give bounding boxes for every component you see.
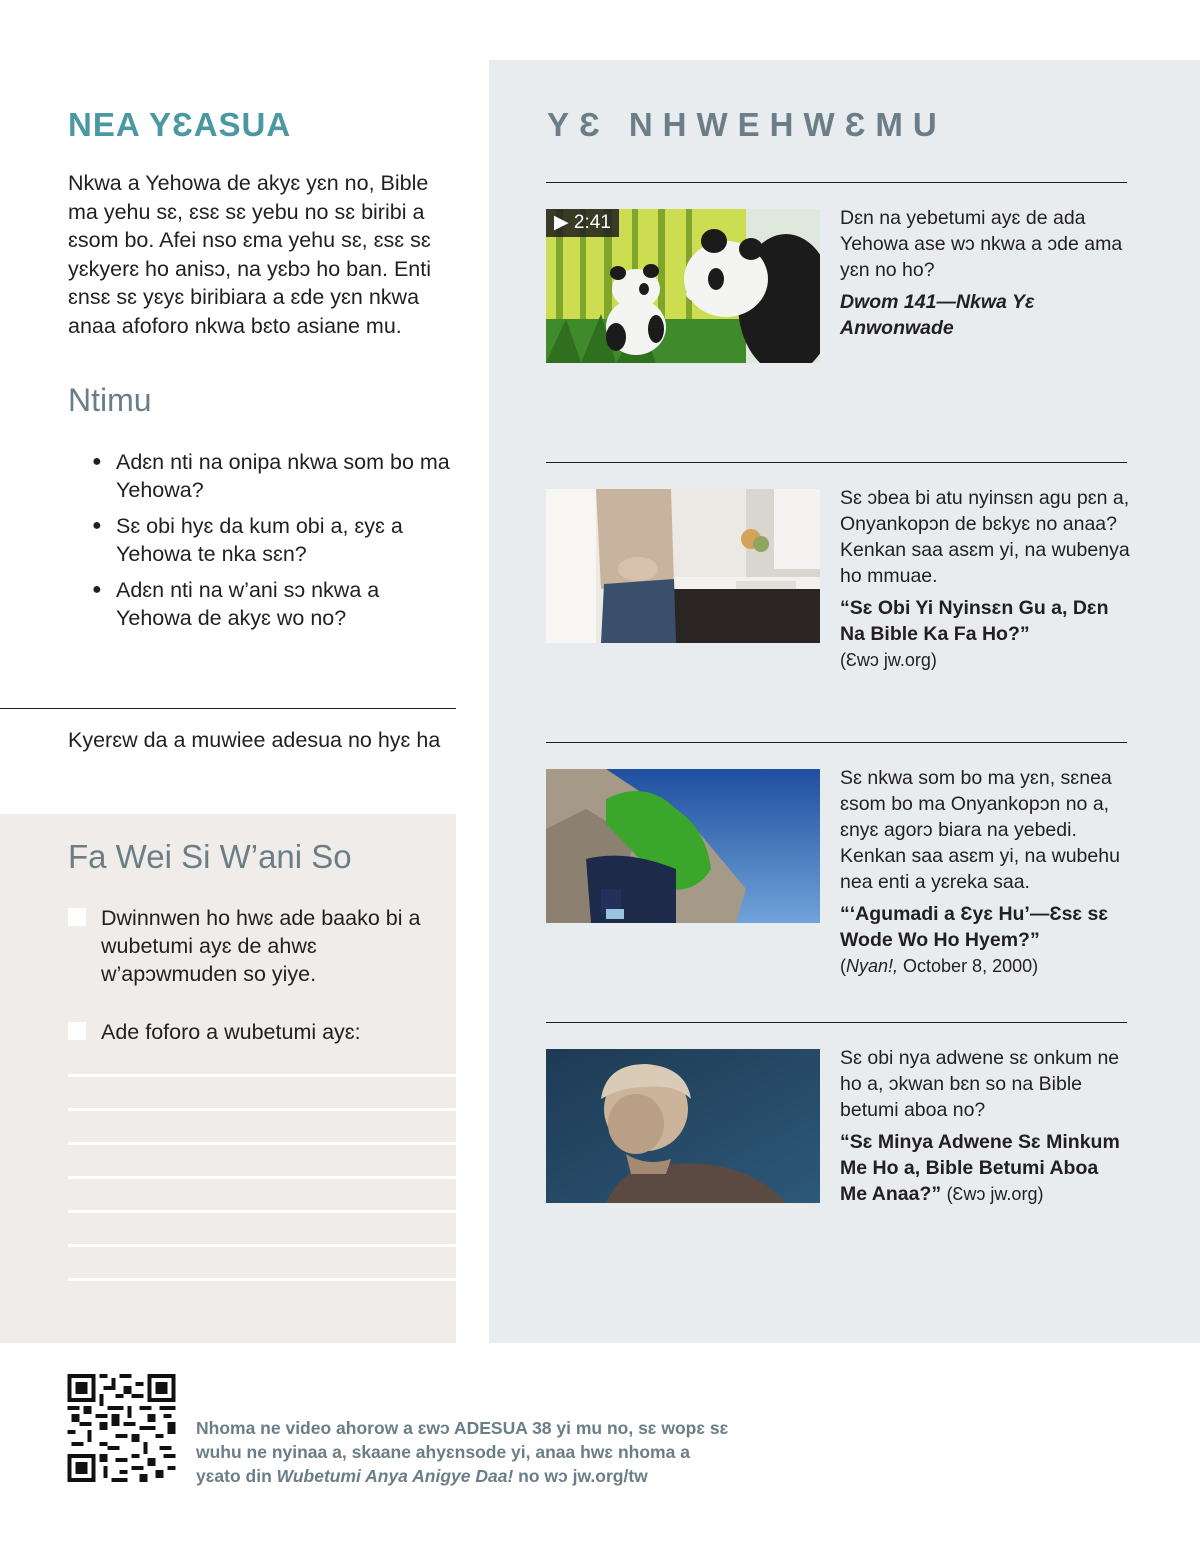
explore-title: YƐ NHWEHWƐMU [547,106,947,143]
pregnant-woman-thumbnail[interactable] [546,489,820,643]
explore-source-meta: (Ɛwɔ jw.org) [946,1184,1044,1204]
explore-item-text [840,485,1130,673]
write-line[interactable] [68,1210,456,1213]
review-item: ● Adɛn nti na onipa nkwa som bo ma Yehowa? [92,450,450,502]
explore-source-meta: (Ɛwɔ jw.org) [840,650,937,670]
explore-divider [546,462,1127,463]
bullet-icon: ● [92,581,102,598]
pregnant-woman-image-icon [546,489,820,643]
write-line[interactable] [68,1142,456,1145]
explore-item-text [840,1045,1130,1207]
bullet-icon: ● [92,517,102,534]
explore-divider [546,182,1127,183]
write-line[interactable] [68,1074,456,1077]
explore-question: Dɛn na yebetumi ayɛ de ada Yehowa ase wɔ nkwa a ɔde ama yɛn no ho? [840,207,1123,281]
write-line[interactable] [68,1108,456,1111]
review-list [92,448,452,640]
play-icon: ▶ [554,212,569,233]
review-item: ● Sɛ obi hyɛ da kum obi a, ɛyɛ a Yehowa te nka sɛn? [92,514,403,566]
explore-item-text [840,765,1130,979]
explore-question: Sɛ nkwa som bo ma yɛn, sɛnea ɛsom bo ma Onyankopɔn no a, ɛnyɛ agorɔ biara na yebedi. Kenkan saa asɛm yi, na wubehu nea enti a yɛreka saa. [840,767,1120,893]
explore-question: Sɛ ɔbea bi atu nyinsɛn agu pɛn a, Onyankopɔn de bɛkyɛ no anaa? Kenkan saa asɛm yi, na wubenya ho mmuae. [840,487,1130,587]
write-line[interactable] [68,1176,456,1179]
write-line[interactable] [68,1278,456,1281]
summary-text: Nkwa a Yehowa de akyɛ yɛn no, Bible ma yehu sɛ, ɛsɛ sɛ yebu no sɛ biribi a ɛsom bo. Afei nso ɛma yehu sɛ, ɛsɛ sɛ yɛkyerɛ ho anisɔ, na yɛbɔ ho ban. Enti ɛnsɛ sɛ yɛyɛ biribiara a ɛde yɛn nkwa anaa afoforo nkwa bɛto asiane mu. [68,171,432,338]
sad-man-image-icon [546,1049,820,1203]
write-line[interactable] [68,1244,456,1247]
checkbox[interactable] [68,908,86,926]
explore-source-link[interactable]: “Sɛ Minya Adwene Sɛ Minkum Me Ho a, Bible Betumi Aboa Me Anaa?” (Ɛwɔ jw.org) [840,1131,1120,1205]
completion-note: Kyerɛw da a muwiee adesua no hyɛ ha [68,728,441,752]
review-title: Ntimu [68,382,152,418]
rock-climber-thumbnail[interactable] [546,769,820,923]
explore-source-link[interactable]: Dwom 141—Nkwa Yɛ Anwonwade [840,291,1035,339]
try-this-title: Fa Wei Si W’ani So [68,838,352,875]
rock-climber-image-icon [546,769,820,923]
explore-question: Sɛ obi nya adwene sɛ onkum ne ho a, ɔkwan bɛn so na Bible betumi aboa no? [840,1047,1120,1121]
footer-text: Nhoma ne video ahorow a ɛwɔ ADESUA 38 yi mu no, sɛ wopɛ sɛ wuhu ne nyinaa a, skaane ahyɛnsode yi, anaa hwɛ nhoma a yɛato din Wubetumi Anya Anigye Daa! no wɔ jw.org/tw [196,1418,729,1486]
checkbox[interactable] [68,1022,86,1040]
summary-title: NEA YƐASUA [68,106,292,143]
explore-divider [546,1022,1127,1023]
try-item: Ade foforo a wubetumi ayɛ: [68,1018,448,1046]
review-item: ● Adɛn nti na w’ani sɔ nkwa a Yehowa de akyɛ wo no? [92,578,380,630]
explore-source-link[interactable]: “Sɛ Obi Yi Nyinsɛn Gu a, Dɛn Na Bible Ka Fa Ho?” [840,597,1109,645]
explore-source-meta: (Nyan!, October 8, 2000) [840,956,1039,976]
pandas-video-thumbnail[interactable] [546,209,820,363]
bullet-icon: ● [92,453,102,470]
qr-code-icon[interactable] [67,1374,176,1482]
sad-man-thumbnail[interactable] [546,1049,820,1203]
explore-item-text [840,205,1130,341]
explore-source-link[interactable]: “‘Agumadi a Ɛyɛ Hu’—Ɛsɛ sɛ Wode Wo Ho Hyem?” [840,903,1109,951]
left-divider [0,708,456,709]
try-item: Dwinnwen ho hwɛ ade baako bi a wubetumi ayɛ de ahwɛ w’apɔwmuden so yiye. [68,904,448,988]
try-this-box [0,814,456,1343]
explore-divider [546,742,1127,743]
video-duration: ▶ 2:41 [546,209,619,237]
